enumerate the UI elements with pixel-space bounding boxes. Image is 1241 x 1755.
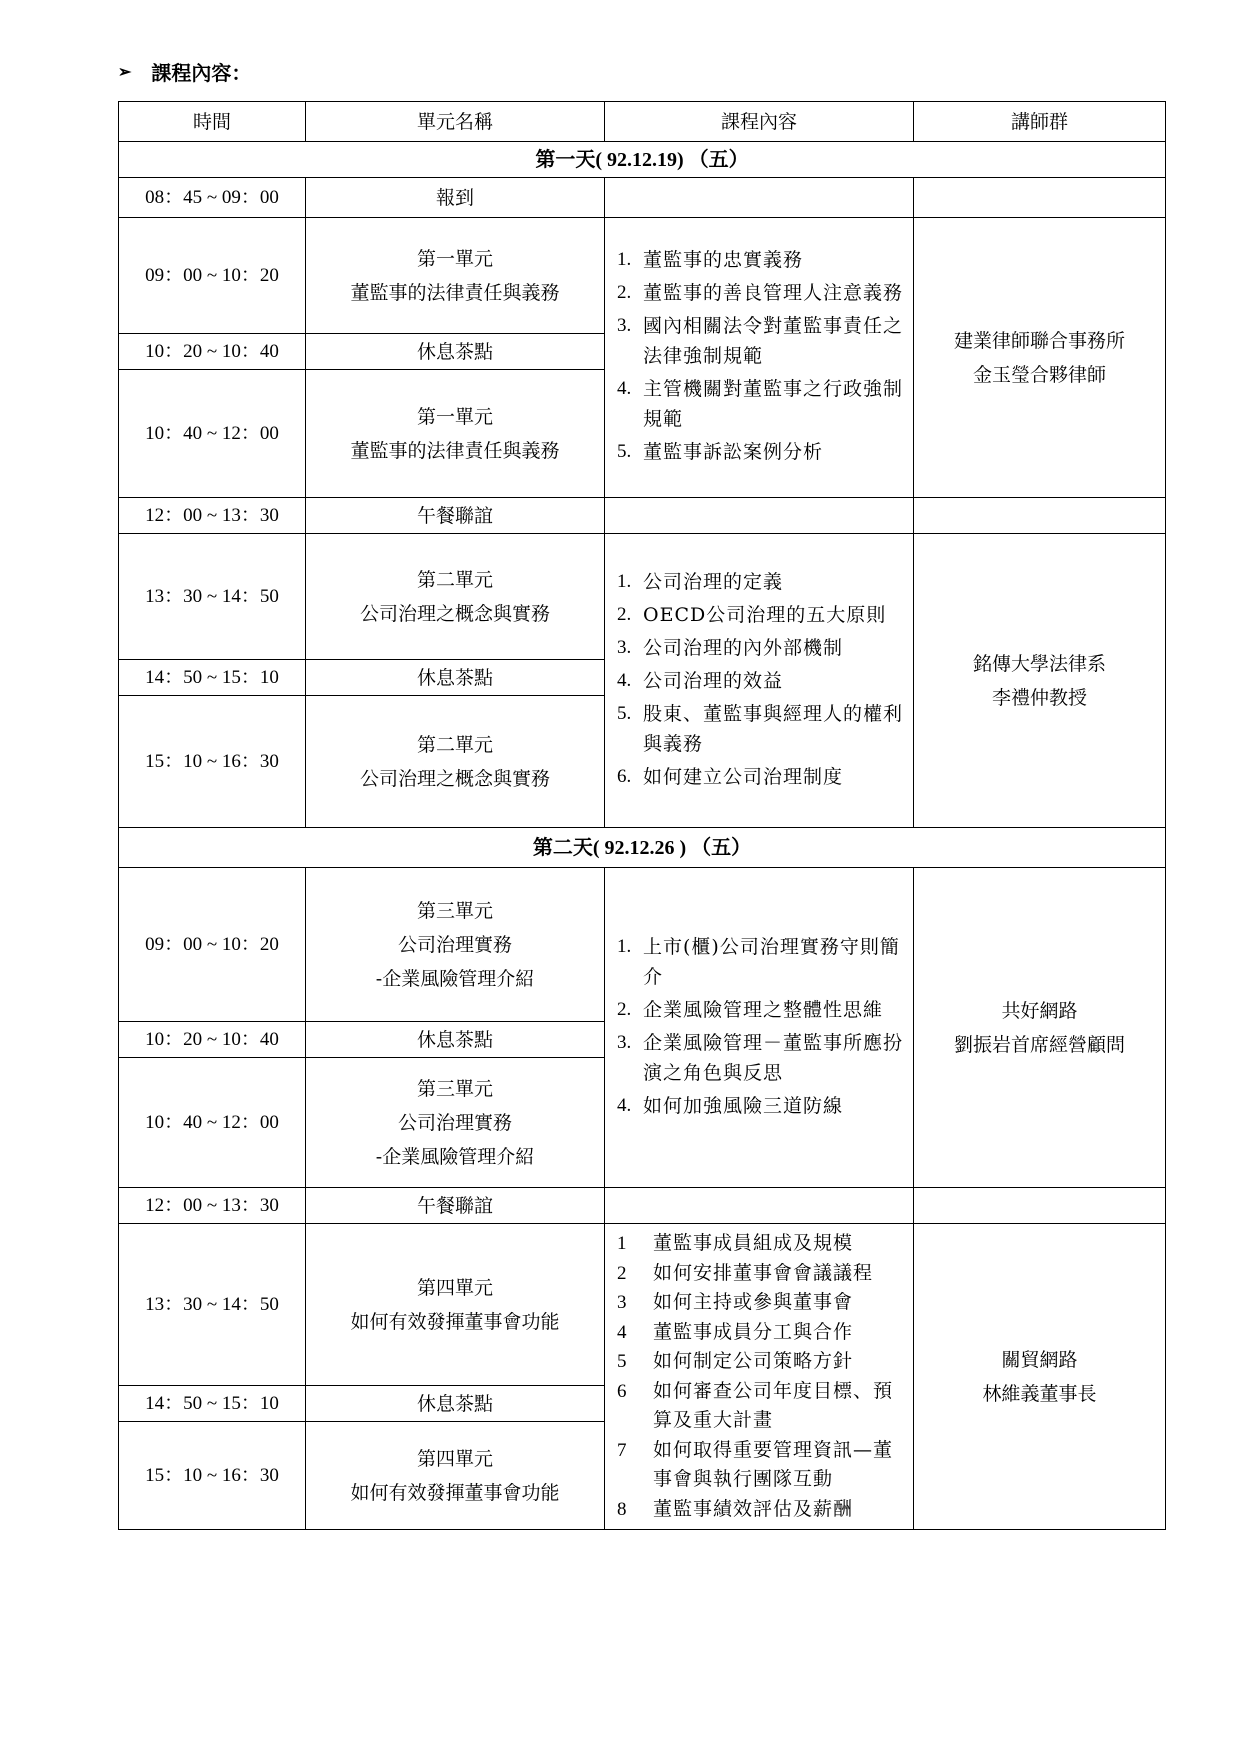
table-row [119, 178, 1166, 218]
topic-list [605, 245, 913, 467]
unit-subtitle: -企業風險管理介紹 [375, 967, 535, 990]
lecturer-cell [914, 534, 1166, 828]
course-schedule-table [118, 101, 1166, 1530]
day-row [119, 828, 1166, 868]
session-unit [306, 1224, 605, 1386]
topics-cell [605, 1224, 914, 1530]
unit-title: 公司治理之概念與實務 [359, 767, 550, 790]
lecturer-cell [914, 868, 1166, 1188]
lunch-name: 午餐聯誼 [306, 498, 605, 534]
break-name: 休息茶點 [306, 334, 605, 370]
break-time: 14：50 ~ 15：10 [119, 660, 306, 696]
list-item: 4. 主管機關對董監事之行政強制規範 [617, 378, 904, 430]
topics-cell [605, 534, 914, 828]
empty-cell [914, 178, 1166, 218]
list-item: 3. 國內相關法令對董監事責任之法律強制規範 [617, 315, 904, 367]
header-time: 時間 [119, 102, 306, 142]
list-item: 2. 董監事的善良管理人注意義務 [617, 282, 904, 304]
break-time: 10：20 ~ 10：40 [119, 1022, 306, 1058]
checkin-name: 報到 [306, 178, 605, 218]
list-item: 6 如何審查公司年度目標、預算及重大計畫 [617, 1379, 894, 1431]
lecturer-org: 共好網路 [1001, 999, 1078, 1022]
session-unit [306, 1422, 605, 1530]
list-item: 3. 企業風險管理－董監事所應扮演之角色與反思 [617, 1031, 904, 1084]
break-name: 休息茶點 [306, 1386, 605, 1422]
table-row [119, 498, 1166, 534]
list-item: 8 董監事績效評估及薪酬 [617, 1497, 854, 1520]
session-unit [306, 696, 605, 828]
unit-title: 公司治理之概念與實務 [359, 602, 550, 625]
topic-list [605, 932, 913, 1121]
session-unit [306, 868, 605, 1022]
table-row [119, 534, 1166, 660]
session-time: 10：40 ~ 12：00 [119, 1058, 306, 1188]
lunch-time: 12：00 ~ 13：30 [119, 498, 306, 534]
session-time: 13：30 ~ 14：50 [119, 1224, 306, 1386]
list-item: 3. 公司治理的內外部機制 [617, 636, 844, 659]
lunch-time: 12：00 ~ 13：30 [119, 1188, 306, 1224]
unit-subtitle: -企業風險管理介紹 [375, 1145, 535, 1168]
session-time: 13：30 ~ 14：50 [119, 534, 306, 660]
list-item: 2. 企業風險管理之整體性思維 [617, 998, 884, 1021]
list-item: 5. 董監事訴訟案例分析 [617, 441, 824, 463]
session-unit [306, 218, 605, 334]
session-unit [306, 1058, 605, 1188]
empty-cell [605, 178, 914, 218]
break-time: 10：20 ~ 10：40 [119, 334, 306, 370]
header-lecturers: 講師群 [914, 102, 1166, 142]
unit-title: 公司治理實務 [397, 933, 512, 956]
list-item: 1. 董監事的忠實義務 [617, 249, 804, 271]
list-item: 4. 如何加強風險三道防線 [617, 1094, 844, 1117]
checkin-time: 08：45 ~ 09：00 [119, 178, 306, 218]
break-name: 休息茶點 [306, 1022, 605, 1058]
day-row [119, 142, 1166, 178]
session-time: 10：40 ~ 12：00 [119, 370, 306, 498]
day2-label: 第二天( 92.12.26 ) （五） [119, 828, 1166, 868]
list-item: 7 如何取得重要管理資訊—董事會與執行團隊互動 [617, 1438, 894, 1490]
unit-title: 如何有效發揮董事會功能 [350, 1310, 560, 1333]
unit-number: 第三單元 [416, 899, 493, 922]
lecturer-name: 劉振岩首席經營顧問 [953, 1033, 1125, 1056]
header-unit-name: 單元名稱 [306, 102, 605, 142]
lecturer-org: 建業律師聯合事務所 [953, 329, 1125, 352]
lecturer-name: 金玉瑩合夥律師 [972, 363, 1106, 386]
table-row [119, 218, 1166, 334]
list-item: 6. 如何建立公司治理制度 [617, 765, 844, 788]
unit-title: 董監事的法律責任與義務 [350, 439, 560, 462]
unit-number: 第四單元 [416, 1447, 493, 1470]
lecturer-cell [914, 218, 1166, 498]
unit-title: 董監事的法律責任與義務 [350, 281, 560, 304]
unit-number: 第一單元 [416, 405, 493, 428]
session-time: 15：10 ~ 16：30 [119, 696, 306, 828]
lecturer-cell [914, 1224, 1166, 1530]
topics-cell [605, 218, 914, 498]
list-item: 1. 公司治理的定義 [617, 570, 784, 593]
topics-cell [605, 868, 914, 1188]
list-item: 2 如何安排董事會會議議程 [617, 1261, 874, 1284]
list-item: 5. 股東、董監事與經理人的權利與義務 [617, 702, 904, 755]
table-header-row [119, 102, 1166, 142]
lecturer-name: 林維義董事長 [982, 1382, 1097, 1405]
unit-title: 公司治理實務 [397, 1111, 512, 1134]
lecturer-org: 關貿網路 [1001, 1348, 1078, 1371]
list-item: 3 如何主持或參與董事會 [617, 1291, 854, 1313]
session-time: 15：10 ~ 16：30 [119, 1422, 306, 1530]
unit-number: 第四單元 [416, 1276, 493, 1299]
topic-list [605, 1229, 913, 1524]
list-item: 4 董監事成員分工與合作 [617, 1320, 854, 1343]
session-time: 09：00 ~ 10：20 [119, 218, 306, 334]
unit-number: 第二單元 [416, 568, 493, 591]
section-heading [118, 56, 251, 86]
table-row [119, 1224, 1166, 1386]
list-item: 4. 公司治理的效益 [617, 669, 784, 692]
session-unit [306, 370, 605, 498]
unit-number: 第一單元 [416, 247, 493, 270]
header-course-content: 課程內容 [605, 102, 914, 142]
break-name: 休息茶點 [306, 660, 605, 696]
topic-list [605, 567, 913, 792]
unit-title: 如何有效發揮董事會功能 [350, 1481, 560, 1504]
lecturer-name: 李禮仲教授 [991, 686, 1087, 709]
break-time: 14：50 ~ 15：10 [119, 1386, 306, 1422]
table-row [119, 868, 1166, 1022]
empty-cell [914, 1188, 1166, 1224]
list-item: 5 如何制定公司策略方針 [617, 1350, 854, 1372]
session-unit [306, 534, 605, 660]
list-item: 1 董監事成員組成及規模 [617, 1232, 854, 1254]
empty-cell [914, 498, 1166, 534]
arrow-bullet-icon: ➢ [118, 61, 132, 81]
heading-text: 課程內容： [151, 60, 252, 85]
table-row [119, 1188, 1166, 1224]
unit-number: 第二單元 [416, 733, 493, 756]
lunch-name: 午餐聯誼 [306, 1188, 605, 1224]
list-item: 1. 上市(櫃)公司治理實務守則簡介 [617, 935, 900, 988]
empty-cell [605, 498, 914, 534]
lecturer-org: 銘傳大學法律系 [972, 652, 1106, 675]
empty-cell [605, 1188, 914, 1224]
session-time: 09：00 ~ 10：20 [119, 868, 306, 1022]
day1-label: 第一天( 92.12.19) （五） [119, 142, 1166, 178]
list-item: 2. OECD公司治理的五大原則 [617, 603, 887, 626]
unit-number: 第三單元 [416, 1077, 493, 1100]
